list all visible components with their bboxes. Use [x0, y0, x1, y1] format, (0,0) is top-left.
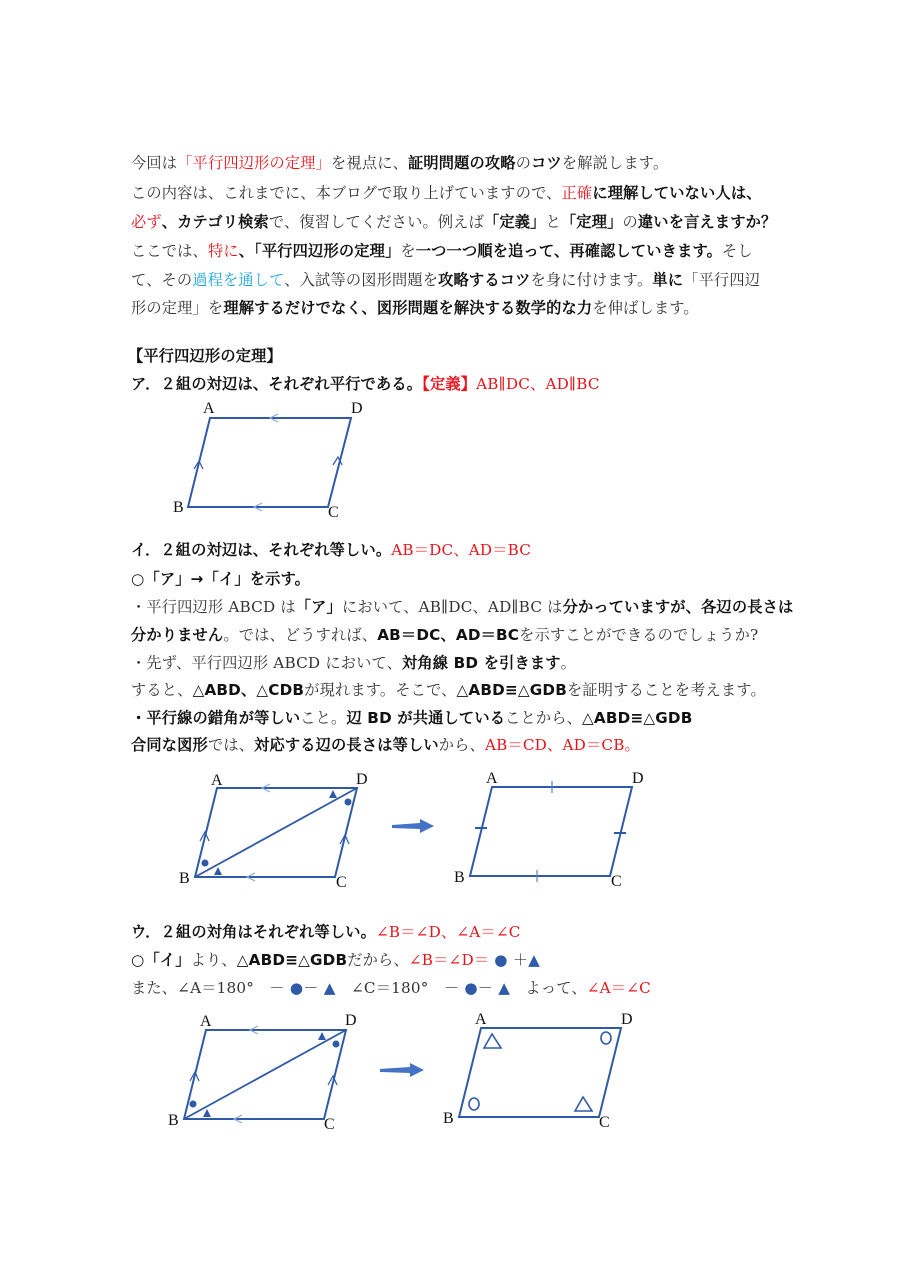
text-run: 正確 — [561, 184, 593, 202]
angle-mark-open-triangle-a — [484, 1034, 501, 1048]
text-run: この内容は、これまでに、本ブログで取り上げていますので、 — [131, 184, 562, 202]
parallelogram-abcd — [188, 418, 351, 507]
text-run: より、 — [190, 951, 237, 969]
text-run: の — [515, 154, 532, 172]
text-run: AB∥DC、AD∥BC — [476, 375, 600, 393]
vertex-label-a: A — [486, 770, 498, 787]
text-run: ● — [464, 979, 478, 997]
text-run: ∠B＝∠D、∠A＝∠C — [375, 923, 521, 941]
text-run: 「ア」 — [295, 598, 342, 616]
text-run: て、その — [131, 271, 193, 289]
figure-parallelogram-parallel — [160, 395, 380, 525]
text-run: 対応する辺の長さは等しい — [254, 736, 439, 754]
theorem-i-text-5 — [131, 708, 693, 728]
angle-mark-circle-d — [345, 799, 352, 806]
text-run: 一つ一つ順を追って、再確認していきます。 — [415, 242, 723, 260]
text-run: コツ — [531, 154, 562, 172]
theorem-i-text-2 — [131, 625, 758, 645]
vertex-label-d: D — [632, 770, 644, 787]
vertex-label-d: D — [621, 1011, 633, 1028]
text-run: そし — [722, 242, 753, 260]
text-run: 、入試等の図形問題を — [284, 271, 439, 289]
vertex-label-b: B — [454, 869, 465, 886]
vertex-label-b: B — [173, 499, 184, 516]
text-run: － — [303, 979, 324, 997]
text-run: － — [477, 979, 499, 997]
theorem-u-statement — [131, 922, 521, 942]
text-run: だから、 — [347, 951, 409, 969]
text-run: ウ．２組の対角はそれぞれ等しい。 — [131, 923, 376, 941]
vertex-label-a: A — [475, 1011, 487, 1028]
intro-line-6 — [131, 298, 699, 318]
angle-mark-circle-b — [202, 860, 209, 867]
text-run: を伸ばします。 — [592, 299, 699, 317]
text-run: AB＝DC、AD＝BC — [391, 541, 532, 559]
text-run: ・平行線の錯角が等しい — [131, 709, 301, 727]
intro-line-1 — [131, 153, 668, 173]
figure-equal-angles — [370, 1005, 650, 1140]
theorem-i-text-3 — [131, 653, 576, 673]
text-run: ▲ — [528, 951, 541, 969]
text-run: を解説します。 — [561, 154, 669, 172]
text-run: △ABD≡△GDB — [236, 951, 348, 969]
text-run: 今回は — [131, 154, 178, 172]
text-run: 分かっていますが、各辺の長さは — [562, 598, 794, 616]
text-run: 形の定理」を — [131, 299, 224, 317]
text-run: よって、 — [510, 979, 587, 997]
intro-line-5 — [131, 270, 760, 290]
text-run: と — [545, 213, 561, 231]
theorem-i-text-4 — [131, 680, 766, 700]
vertex-label-d: D — [345, 1012, 357, 1029]
text-run: △ABD≡△GDB — [582, 709, 693, 727]
arrow-right-icon — [392, 819, 434, 833]
arrow-right-icon — [380, 1063, 424, 1077]
figure-diagonal-bd — [170, 765, 380, 895]
text-run: ＋ — [512, 951, 529, 969]
text-run: を証明することを考えます。 — [567, 681, 766, 699]
vertex-label-b: B — [179, 870, 190, 887]
text-run: ▲ — [323, 979, 336, 997]
text-run: 「平行四辺 — [683, 271, 761, 289]
text-run: から、 — [438, 736, 485, 754]
section-title: 【平行四辺形の定理】 — [128, 347, 282, 365]
vertex-label-c: C — [336, 874, 347, 891]
text-run: ● — [489, 951, 513, 969]
text-run: 、カテゴリ検索 — [161, 213, 269, 231]
text-run: ・平行四辺形 ABCD は — [131, 598, 296, 616]
intro-line-4 — [131, 241, 753, 261]
text-run: 単に — [652, 271, 684, 289]
intro-line-2 — [131, 183, 762, 203]
text-run: 。 — [560, 654, 577, 672]
text-run: すると、 — [131, 681, 193, 699]
vertex-label-c: C — [324, 1116, 335, 1133]
text-run: 辺 BD が共通している — [346, 709, 506, 727]
text-run: ○「ア」→「イ」を示す。 — [131, 570, 311, 588]
text-run: を — [400, 242, 416, 260]
text-run: 過程を通して — [192, 271, 285, 289]
vertex-label-c: C — [599, 1114, 610, 1131]
text-run: 理解するだけでなく、図形問題を解決する数学的な力 — [223, 299, 593, 317]
text-run: 。では、どうすれば、 — [223, 626, 378, 644]
theorem-u-text-2 — [131, 978, 651, 998]
figure-equal-sides — [380, 765, 660, 895]
theorem-i-show — [131, 569, 310, 589]
angle-mark-open-triangle-c — [575, 1097, 592, 1111]
text-run: AB＝DC、AD＝BC — [377, 626, 520, 644]
text-run: ∠C＝180° － — [335, 979, 465, 997]
theorem-i-statement — [131, 540, 531, 560]
text-run: を身に付けます。 — [530, 271, 653, 289]
text-run: の — [622, 213, 638, 231]
theorem-i-text-1 — [131, 597, 793, 617]
text-run: △ABD、△CDB — [192, 681, 305, 699]
vertex-label-b: B — [168, 1112, 179, 1129]
vertex-label-c: C — [328, 504, 339, 521]
text-run: において、AB∥DC、AD∥BC は — [341, 598, 563, 616]
text-run: ・先ず、平行四辺形 ABCD において、 — [131, 654, 402, 672]
text-run: で、復習してください。例えば — [268, 213, 485, 231]
text-run: 対角線 BD を引きます — [401, 654, 561, 672]
vertex-label-a: A — [203, 400, 215, 417]
vertex-label-d: D — [356, 771, 368, 788]
angle-mark-open-circle-b — [469, 1098, 479, 1110]
text-run: 特に — [207, 242, 239, 260]
vertex-label-d: D — [351, 400, 363, 417]
vertex-label-b: B — [443, 1110, 454, 1127]
text-run: ∠B＝∠D＝ — [408, 951, 490, 969]
vertex-label-a: A — [211, 772, 223, 789]
text-run: 【定義】 — [422, 375, 477, 393]
text-run: 「平行四辺形の定理」 — [177, 154, 332, 172]
text-run: 、「平行四辺形の定理」 — [238, 242, 401, 260]
text-run: 分かりません — [131, 626, 224, 644]
text-run: イ．２組の対辺は、それぞれ等しい。 — [131, 541, 392, 559]
theorem-u-text-1 — [131, 950, 540, 970]
text-run: 証明問題の攻略 — [407, 154, 516, 172]
text-run: ▲ — [498, 979, 511, 997]
text-run: を視点に、 — [331, 154, 408, 172]
text-run: 「定義」 — [484, 213, 546, 231]
theorem-a-statement — [131, 374, 600, 394]
text-run: 合同な図形 — [131, 736, 208, 754]
text-run: 必ず — [131, 213, 162, 231]
text-run: を示すことができるのでしょうか? — [519, 626, 759, 644]
text-run: ここでは、 — [131, 242, 208, 260]
vertex-label-a: A — [200, 1013, 212, 1030]
text-run: 攻略するコツ — [438, 271, 531, 289]
text-run: ○「イ」 — [131, 951, 191, 969]
angle-mark-triangle-b — [214, 867, 222, 875]
text-run: では、 — [207, 736, 255, 754]
text-run: こと。 — [300, 709, 347, 727]
text-run: に理解していない人は、 — [592, 184, 762, 202]
text-run: 「定理」 — [560, 213, 623, 231]
angle-mark-triangle-d — [329, 790, 337, 798]
diagonal-bd — [195, 788, 357, 877]
text-run: また、∠A＝180° － — [131, 979, 290, 997]
theorem-i-text-6 — [131, 735, 640, 755]
vertex-label-c: C — [611, 873, 622, 890]
text-run: ∠A＝∠C — [586, 979, 651, 997]
figure-angles-diagonal — [160, 1005, 380, 1140]
text-run: ● — [289, 979, 304, 997]
text-run: が現れます。そこで、 — [304, 681, 457, 699]
text-run: AB＝CD、AD＝CB。 — [484, 736, 640, 754]
text-run: ア．２組の対辺は、それぞれ平行である。 — [131, 375, 423, 393]
text-run: ことから、 — [505, 709, 583, 727]
text-run: △ABD≡△GDB — [456, 681, 568, 699]
intro-line-3 — [131, 212, 776, 232]
angle-mark-open-circle-d — [601, 1032, 611, 1044]
text-run: 違いを言えますか？ — [637, 213, 777, 231]
